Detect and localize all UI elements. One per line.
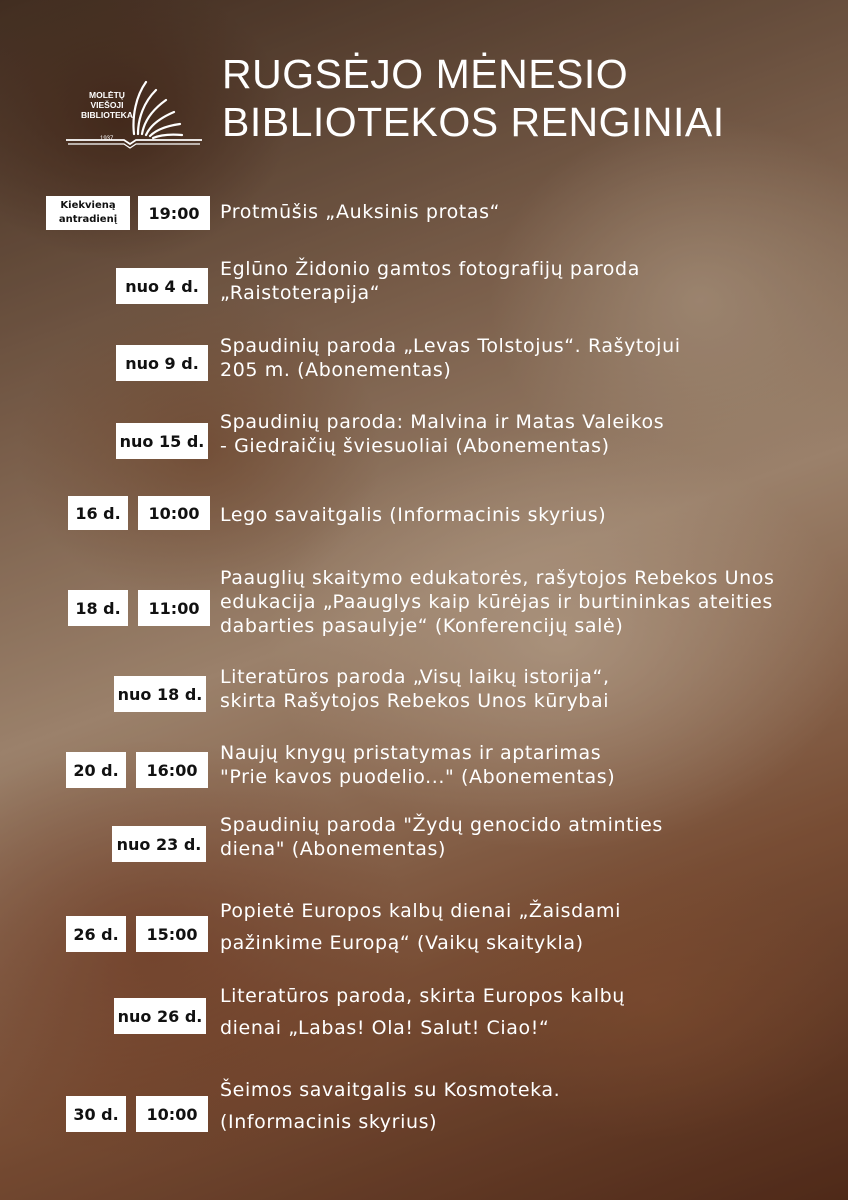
description-line: Literatūros paroda „Visų laikų istorija“, [220,666,610,688]
event-description [220,200,835,224]
date-line: Kiekvieną [60,200,116,211]
date-line: antradienį [58,214,118,225]
description-line: Lego savaitgalis (Informacinis skyrius) [220,504,607,526]
description-line: Spaudinių paroda „Levas Tolstojus“. Rašytojui [220,335,681,357]
date-badge: nuo 15 d. [116,423,208,459]
description-line: - Giedraičių šviesuoliai (Abonementas) [220,435,610,457]
event-description [220,813,835,861]
time-badge: 10:00 [138,496,210,530]
description-line: edukacija „Paauglys kaip kūrėjas ir burtininkas ateities [220,591,773,613]
description-line: dienai „Labas! Ola! Salut! Ciao!“ [220,1017,550,1039]
description-line: Spaudinių paroda: Malvina ir Matas Valeikos [220,411,665,433]
date-badge: 26 d. [66,916,126,952]
library-logo [64,78,204,150]
time-badge: 19:00 [138,196,210,230]
description-line: diena" (Abonementas) [220,838,446,860]
description-line: (Informacinis skyrius) [220,1111,438,1133]
event-description [220,334,835,382]
description-line: "Prie kavos puodelio..." (Abonementas) [220,766,616,788]
time-badge: 11:00 [138,590,210,626]
date-badge: nuo 26 d. [114,998,206,1034]
event-description [220,1074,835,1138]
logo-line: BIBLIOTEKA [81,110,133,120]
date-badge: nuo 18 d. [114,676,206,712]
event-description [220,665,835,713]
event-description [220,895,835,959]
date-badge: nuo 9 d. [116,345,208,381]
date-badge: nuo 4 d. [116,268,208,304]
description-line: Paauglių skaitymo edukatorės, rašytojos Rebekos Unos [220,567,775,589]
description-line: Popietė Europos kalbų dienai „Žaisdami [220,900,622,922]
date-badge: 30 d. [66,1096,126,1132]
event-description [220,503,835,527]
description-line: Šeimos savaitgalis su Kosmoteka. [220,1079,561,1101]
time-badge: 10:00 [136,1096,208,1132]
event-description [220,980,835,1044]
logo-text [78,90,136,120]
description-line: pažinkime Europą“ (Vaikų skaitykla) [220,932,584,954]
event-description [220,741,835,789]
logo-line: MOLĖTŲ [89,90,125,100]
date-badge: 18 d. [68,590,128,626]
page-title [222,50,725,146]
description-line: Naujų knygų pristatymas ir aptarimas [220,742,602,764]
date-badge: 16 d. [68,496,128,530]
logo-year: 1937 [100,136,114,142]
time-badge: 15:00 [136,916,208,952]
description-line: „Raistoterapija“ [220,282,381,304]
description-line: Literatūros paroda, skirta Europos kalbų [220,985,625,1007]
time-badge: 16:00 [136,752,208,788]
description-line: 205 m. (Abonementas) [220,359,452,381]
description-line: skirta Rašytojos Rebekos Unos kūrybai [220,690,610,712]
event-description [220,410,835,458]
date-badge: nuo 23 d. [112,826,206,862]
logo-line: VIEŠOJI [90,100,124,110]
event-description [220,566,835,638]
description-line: dabarties pasaulyje“ (Konferencijų salė) [220,615,624,637]
date-badge [46,196,130,230]
description-line: Spaudinių paroda "Žydų genocido atminties [220,814,663,836]
title-line-1: RUGSĖJO MĖNESIO [222,51,629,97]
event-description [220,257,835,305]
title-line-2: BIBLIOTEKOS RENGINIAI [222,99,725,145]
header [0,0,848,180]
description-line: Eglūno Židonio gamtos fotografijų paroda [220,258,640,280]
date-badge: 20 d. [66,752,126,788]
description-line: Protmūšis „Auksinis protas“ [220,201,501,223]
